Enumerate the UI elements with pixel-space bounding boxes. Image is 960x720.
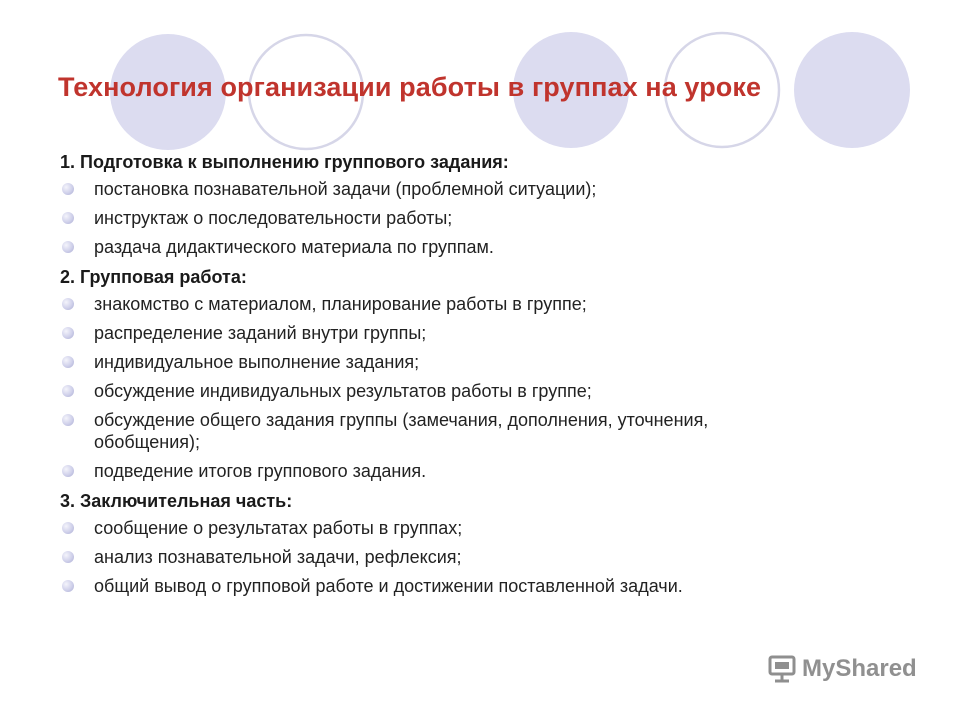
slide-title: Технология организации работы в группах на уроке: [58, 72, 762, 102]
list-item: раздача дидактического материала по группам.: [60, 236, 920, 258]
list-item: общий вывод о групповой работе и достижении поставленной задачи.: [60, 575, 920, 597]
bullet-icon: [62, 580, 74, 592]
list-item: обсуждение общего задания группы (замечания, дополнения, уточнения, обобщения);: [60, 409, 920, 453]
section-heading: 2. Групповая работа:: [60, 267, 247, 287]
list-item: инструктаж о последовательности работы;: [60, 207, 920, 229]
bullet-icon: [62, 241, 74, 253]
bullet-list: [60, 293, 920, 482]
bullet-icon: [62, 327, 74, 339]
list-item: постановка познавательной задачи (проблемной ситуации);: [60, 178, 920, 200]
bullet-icon: [62, 551, 74, 563]
list-item: индивидуальное выполнение задания;: [60, 351, 920, 373]
watermark-logo: [768, 654, 917, 684]
mysh-logo-icon: [768, 654, 796, 684]
section-heading: 3. Заключительная часть:: [60, 491, 293, 511]
section-preparation: [60, 150, 920, 258]
list-item: распределение заданий внутри группы;: [60, 322, 920, 344]
bullet-icon: [62, 522, 74, 534]
section-heading: 1. Подготовка к выполнению группового задания:: [60, 152, 509, 172]
bullet-list: [60, 178, 920, 258]
list-item: анализ познавательной задачи, рефлексия;: [60, 546, 920, 568]
list-item: обсуждение индивидуальных результатов работы в группе;: [60, 380, 920, 402]
bullet-icon: [62, 183, 74, 195]
bullet-icon: [62, 356, 74, 368]
watermark-text: MyShared: [802, 655, 917, 682]
list-item: сообщение о результатах работы в группах;: [60, 517, 920, 539]
bullet-icon: [62, 465, 74, 477]
bullet-icon: [62, 212, 74, 224]
section-group-work: [60, 265, 920, 482]
list-item: знакомство с материалом, планирование работы в группе;: [60, 293, 920, 315]
list-item: подведение итогов группового задания.: [60, 460, 920, 482]
section-conclusion: [60, 489, 920, 597]
bullet-list: [60, 517, 920, 597]
bullet-icon: [62, 298, 74, 310]
bullet-icon: [62, 414, 74, 426]
slide-content: [60, 150, 920, 604]
bullet-icon: [62, 385, 74, 397]
